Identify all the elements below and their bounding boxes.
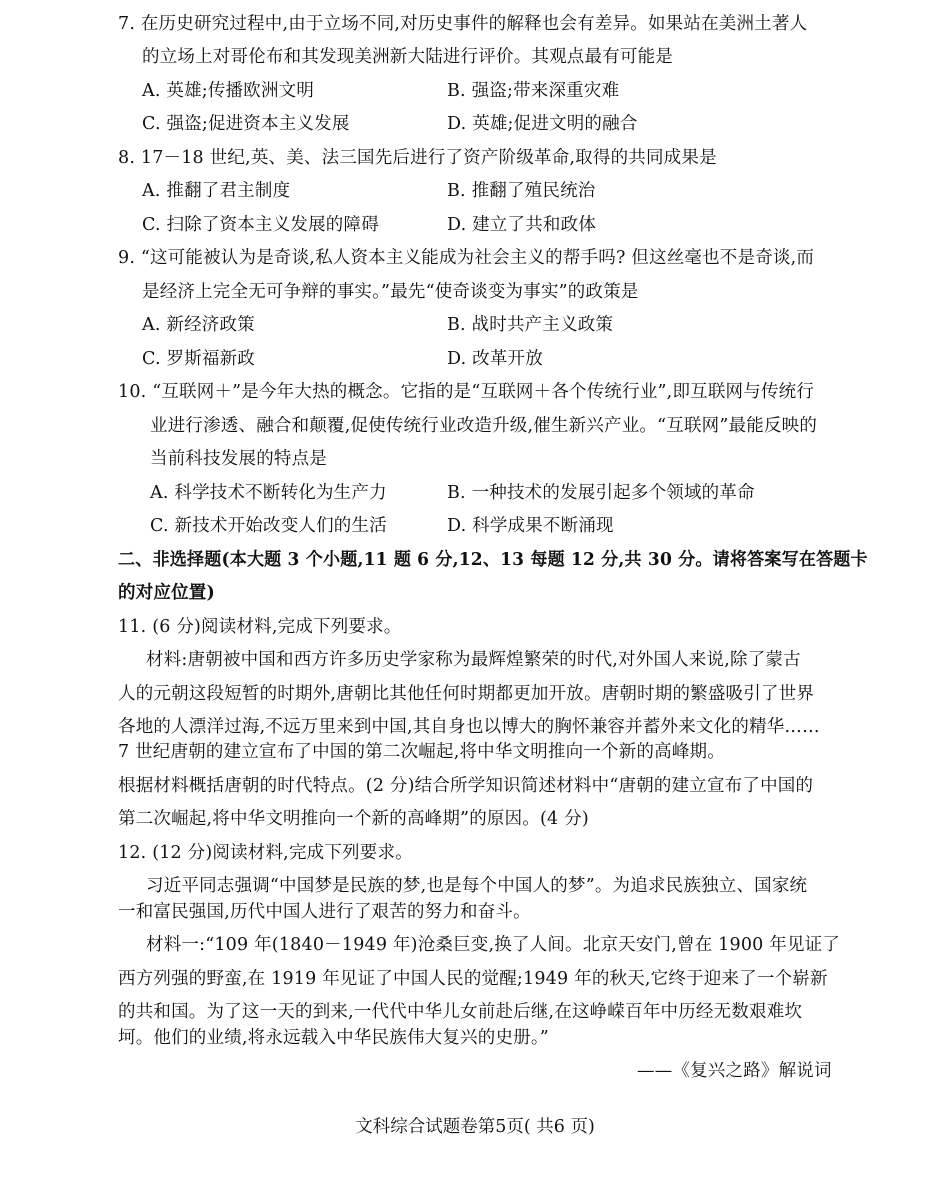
q12-material1-line3: 的共和国。为了这一天的到来,一代代中华儿女前赴后继,在这峥嵘百年中历经无数艰难坎 [118,1002,803,1022]
q10-stem-line1: 10. “互联网＋”是今年大热的概念。它指的是“互联网＋各个传统行业”,即互联网与传统行 [118,382,815,402]
q12-source: ——《复兴之路》解说词 [637,1061,832,1081]
q11-material-line2: 人的元朝这段短暂的时期外,唐朝比其他任何时期都更加开放。唐朝时期的繁盛吸引了世界 [118,684,815,704]
q9-option-d: D. 改革开放 [447,349,543,369]
q7-option-c: C. 强盗;促进资本主义发展 [142,114,350,134]
q10-option-c: C. 新技术开始改变人们的生活 [150,516,387,536]
q10-stem-line2: 业进行渗透、融合和颠覆,促使传统行业改造升级,催生新兴产业。“互联网”最能反映的 [150,416,818,436]
q8-option-b: B. 推翻了殖民统治 [447,181,596,201]
page-footer: 文科综合试题卷第5页( 共6 页) [355,1117,595,1137]
section2-heading-line2: 的对应位置) [118,583,215,603]
q11-material-line4: 7 世纪唐朝的建立宣布了中国的第二次崛起,将中华文明推向一个新的高峰期。 [118,742,725,762]
q9-option-a: A. 新经济政策 [142,315,255,335]
q9-option-c: C. 罗斯福新政 [142,349,255,369]
q7-stem-line2: 的立场上对哥伦布和其发现美洲新大陆进行评价。其观点最有可能是 [142,47,673,67]
q10-stem-line3: 当前科技发展的特点是 [150,449,327,469]
q12-material1-line2: 西方列强的野蛮,在 1919 年见证了中国人民的觉醒;1949 年的秋天,它终于迎来了一个崭新 [118,969,828,989]
q7-option-d: D. 英雄;促进文明的融合 [447,114,638,134]
q10-option-a: A. 科学技术不断转化为生产力 [150,483,387,503]
q9-stem-line2: 是经济上完全无可争辩的事实。”最先“使奇谈变为事实”的政策是 [142,282,639,302]
q8-option-d: D. 建立了共和政体 [447,215,597,235]
q12-material1-line1: 材料一:“109 年(1840－1949 年)沧桑巨变,换了人间。北京天安门,曾在 1900 年见证了 [146,935,841,955]
q11-title: 11. (6 分)阅读材料,完成下列要求。 [118,617,402,637]
section2-heading-line1: 二、非选择题(本大题 3 个小题,11 题 6 分,12、13 每题 12 分,共 30 分。请将答案写在答题卡 [118,550,868,570]
q11-material-line1: 材料:唐朝被中国和西方许多历史学家称为最辉煌繁荣的时代,对外国人来说,除了蒙古 [146,650,801,670]
q11-task-line2: 第二次崛起,将中华文明推向一个新的高峰期”的原因。(4 分) [118,809,589,829]
q8-option-a: A. 推翻了君主制度 [142,181,291,201]
q7-option-a: A. 英雄;传播欧洲文明 [142,81,315,101]
q9-stem-line1: 9. “这可能被认为是奇谈,私人资本主义能成为社会主义的帮手吗? 但这丝毫也不是奇谈,而 [118,248,815,268]
q10-option-d: D. 科学成果不断涌现 [447,516,614,536]
q10-option-b: B. 一种技术的发展引起多个领域的革命 [447,483,755,503]
q11-task-line1: 根据材料概括唐朝的时代特点。(2 分)结合所学知识简述材料中“唐朝的建立宣布了中国的 [118,776,814,796]
q8-option-c: C. 扫除了资本主义发展的障碍 [142,215,379,235]
q8-stem-line1: 8. 17－18 世纪,英、美、法三国先后进行了资产阶级革命,取得的共同成果是 [118,148,717,168]
q12-material1-line4: 坷。他们的业绩,将永远载入中华民族伟大复兴的史册。” [118,1028,549,1048]
q7-stem-line1: 7. 在历史研究过程中,由于立场不同,对历史事件的解释也会有差异。如果站在美洲土著人 [118,14,808,34]
q12-intro-line1: 习近平同志强调“中国梦是民族的梦,也是每个中国人的梦”。为追求民族独立、国家统 [146,876,808,896]
q11-material-line3: 各地的人漂洋过海,不远万里来到中国,其自身也以博大的胸怀兼容并蓄外来文化的精华…… [118,717,820,737]
q12-intro-line2: 一和富民强国,历代中国人进行了艰苦的努力和奋斗。 [118,902,531,922]
q9-option-b: B. 战时共产主义政策 [447,315,614,335]
q12-title: 12. (12 分)阅读材料,完成下列要求。 [118,843,413,863]
q7-option-b: B. 强盗;带来深重灾难 [447,81,620,101]
